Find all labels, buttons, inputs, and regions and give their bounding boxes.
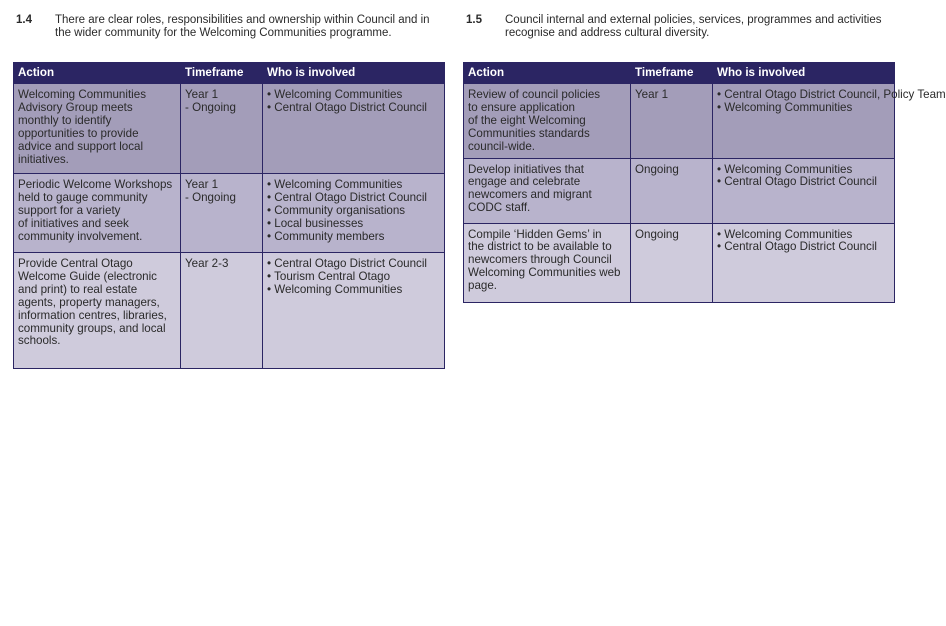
who-cell	[263, 84, 445, 174]
who-item: • Welcoming Communities	[267, 88, 403, 101]
who-item: • Central Otago District Council	[717, 240, 877, 254]
section-1-5	[463, 12, 946, 303]
table-row	[464, 223, 895, 302]
table-header-row	[464, 63, 895, 84]
timeframe-cell: Ongoing	[631, 223, 713, 302]
who-item: • Tourism Central Otago	[267, 269, 391, 283]
who-item: • Central Otago District Council	[267, 100, 427, 114]
action-cell: Welcoming Communities Advisory Group meets monthly to identify opportunities to provide advice and support local initiatives.	[14, 84, 181, 174]
who-item: • Welcoming Communities	[267, 282, 403, 296]
who-item: • Community organisations	[267, 203, 406, 217]
action-cell: Provide Central Otago Welcome Guide (electronic and print) to real estate agents, property managers, information centres, libraries, community groups, and local schools.	[14, 253, 181, 369]
action-cell: Periodic Welcome Workshops held to gauge community support for a variety of initiatives and seek community involvement.	[14, 174, 181, 253]
who-cell	[713, 223, 895, 302]
column-header-timeframe: Timeframe	[181, 63, 263, 84]
action-cell: Compile ‘Hidden Gems’ in the district to be available to newcomers through Council Welcoming Communities web page.	[464, 223, 631, 302]
who-cell	[713, 158, 895, 223]
who-item: • Welcoming Communities	[267, 178, 403, 191]
who-item: • Central Otago District Council, Policy Team	[717, 88, 946, 101]
who-cell	[713, 84, 946, 159]
who-item: • Central Otago District Council	[267, 190, 427, 204]
column-header-who: Who is involved	[263, 63, 445, 84]
who-item: • Welcoming Communities	[717, 162, 853, 176]
actions-table	[463, 62, 946, 303]
timeframe-cell: Ongoing	[631, 158, 713, 223]
section-heading-text: There are clear roles, responsibilities and ownership within Council and in the wider community for the Welcoming Communities programme.	[55, 14, 430, 39]
who-cell	[263, 174, 445, 253]
section-1-4	[13, 12, 445, 369]
action-cell: Review of council policies to ensure application of the eight Welcoming Communities standards council-wide.	[464, 84, 631, 159]
table-row	[14, 84, 445, 174]
table-row	[464, 84, 895, 159]
who-item: • Welcoming Communities	[717, 227, 853, 241]
section-heading	[463, 12, 895, 62]
timeframe-cell: Year 1 - Ongoing	[181, 174, 263, 253]
who-item: • Welcoming Communities	[717, 100, 853, 114]
section-heading-text: Council internal and external policies, services, programmes and activities recognise and address cultural diversity.	[505, 14, 882, 39]
column-header-timeframe: Timeframe	[631, 63, 713, 84]
who-item: • Central Otago District Council	[267, 257, 427, 270]
column-header-who: Who is involved	[713, 63, 895, 84]
action-cell: Develop initiatives that engage and celebrate newcomers and migrant CODC staff.	[464, 158, 631, 223]
who-item: • Central Otago District Council	[717, 175, 877, 189]
table-row	[464, 158, 895, 223]
who-cell	[263, 253, 445, 369]
column-header-action: Action	[14, 63, 181, 84]
section-number: 1.5	[466, 14, 482, 26]
table-row	[14, 253, 445, 369]
who-item: • Community members	[267, 229, 385, 243]
timeframe-cell: Year 2-3	[181, 253, 263, 369]
table-header-row	[14, 63, 445, 84]
section-number: 1.4	[16, 14, 32, 26]
who-item: • Local businesses	[267, 216, 364, 230]
timeframe-cell: Year 1 - Ongoing	[181, 84, 263, 174]
column-header-action: Action	[464, 63, 631, 84]
section-heading	[13, 12, 445, 62]
timeframe-cell: Year 1	[631, 84, 713, 159]
actions-table	[13, 62, 445, 369]
table-row	[14, 174, 445, 253]
